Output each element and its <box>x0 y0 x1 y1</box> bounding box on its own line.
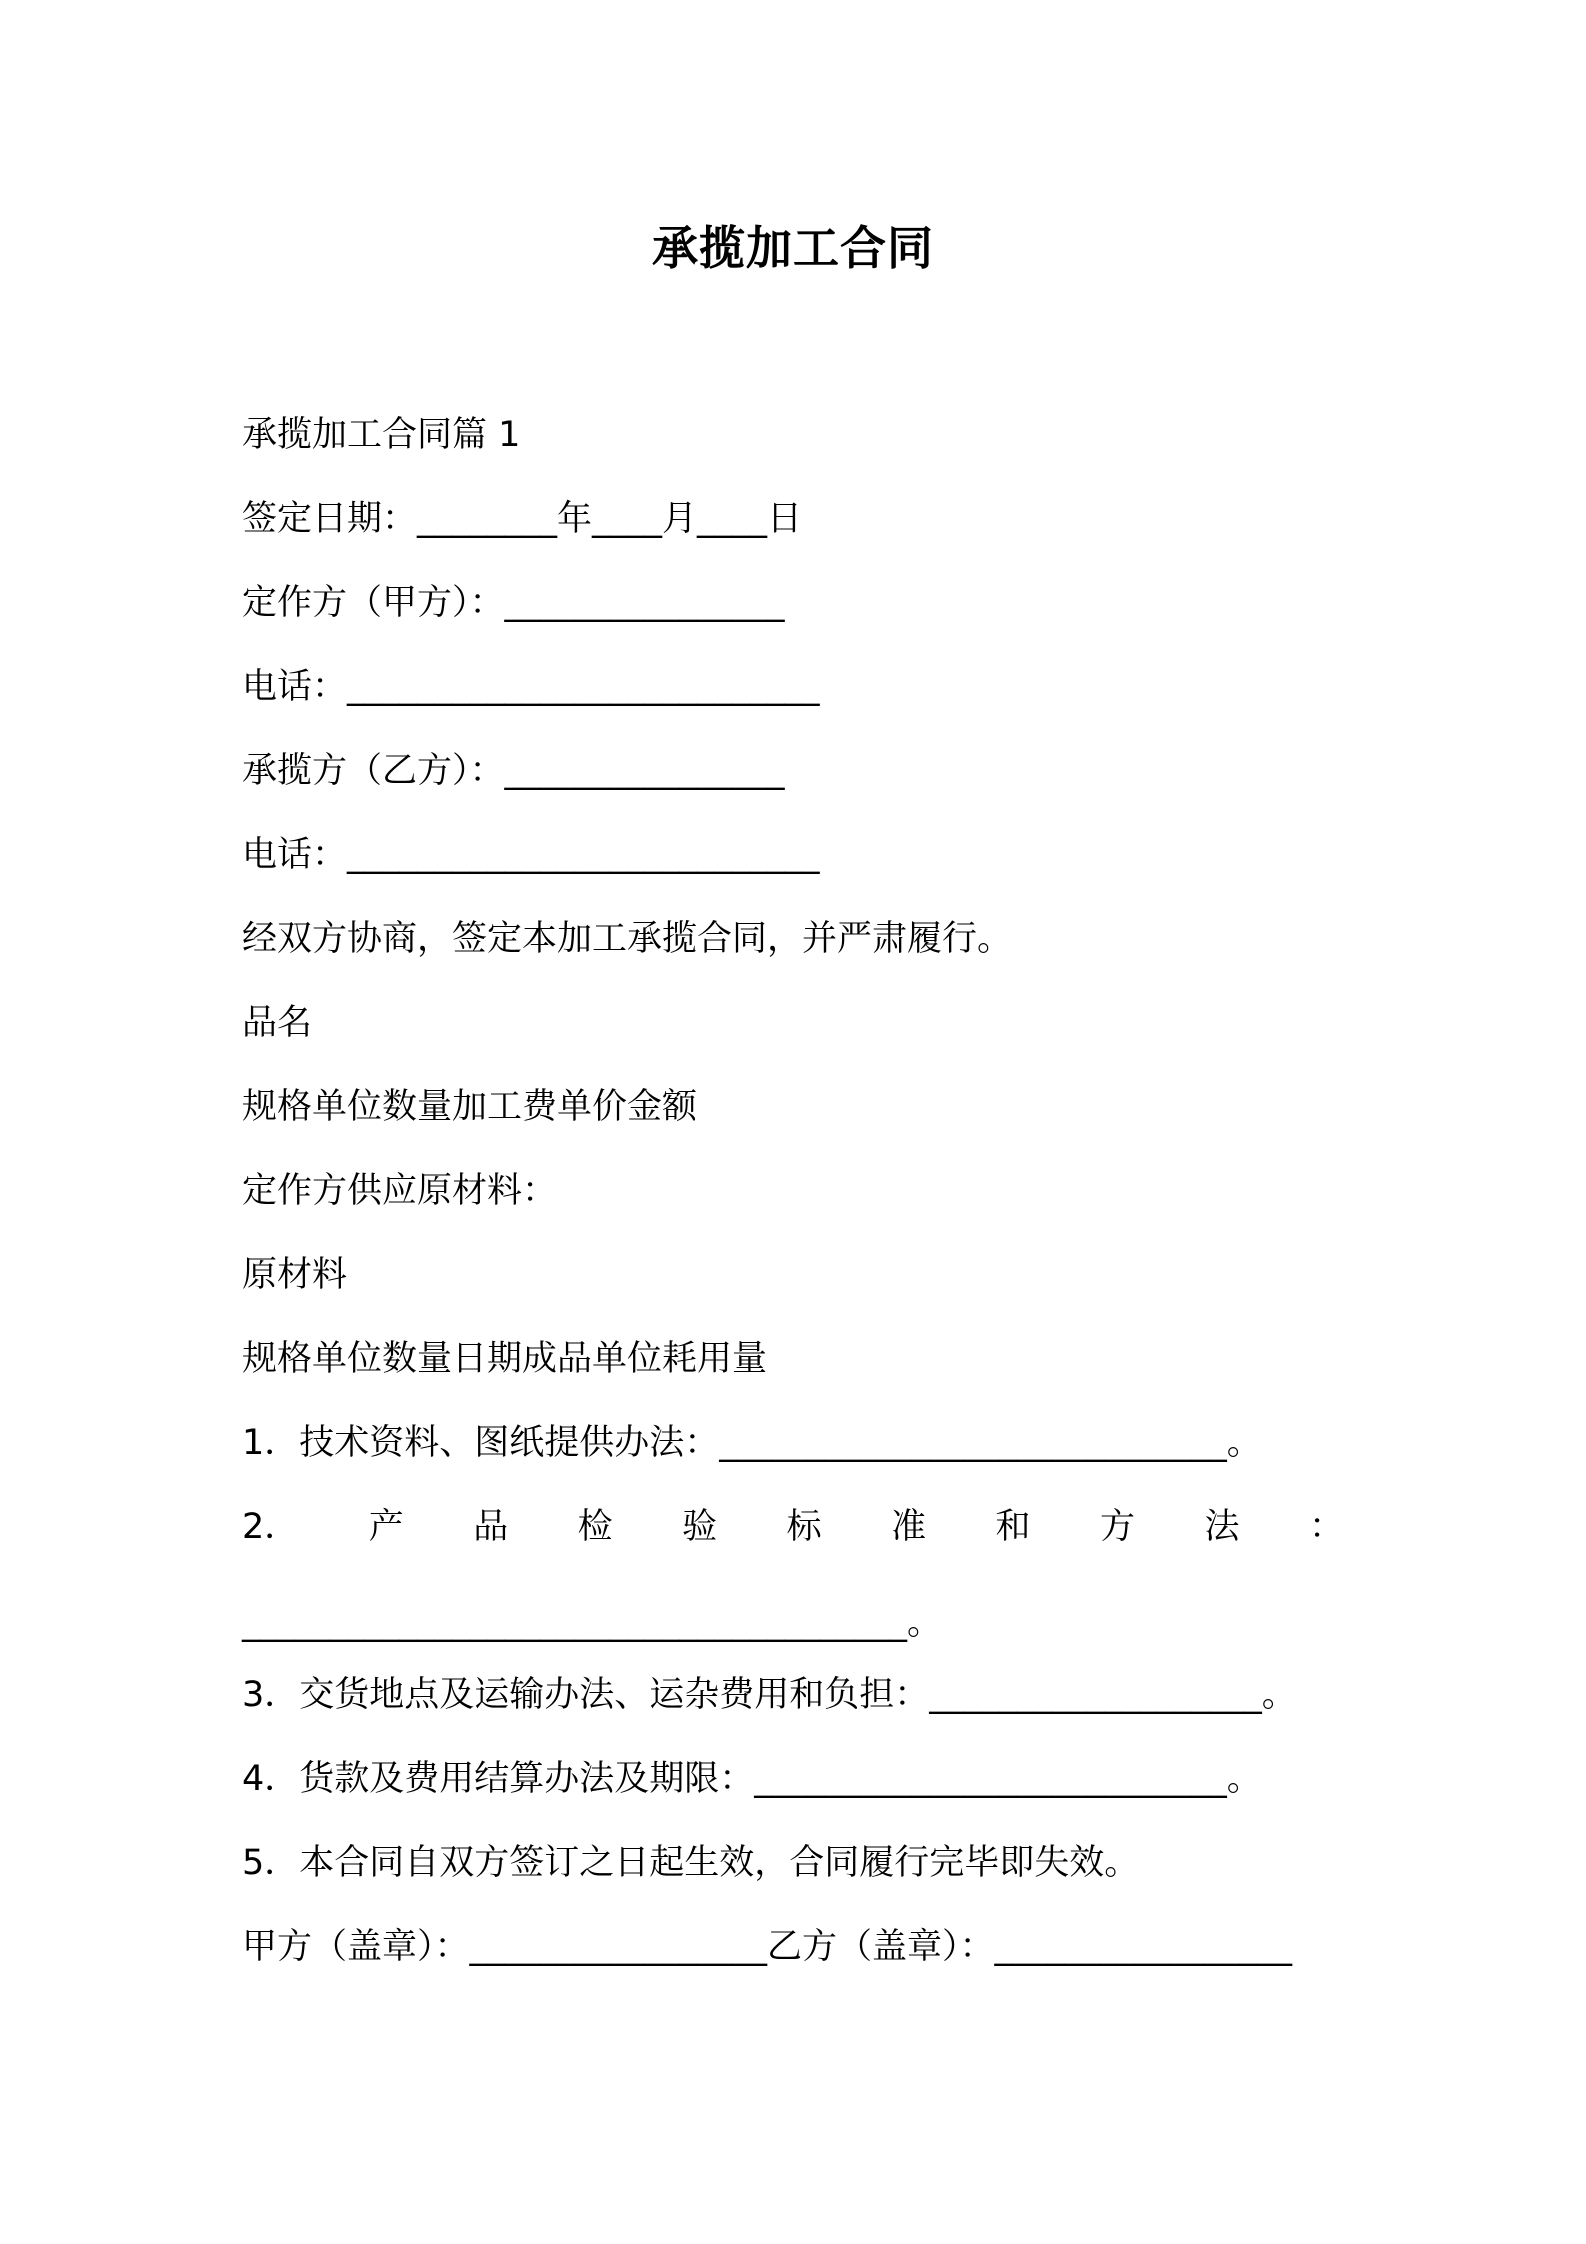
clause-2-char: 验 <box>682 1507 718 1547</box>
page-title: 承揽加工合同 <box>652 221 934 275</box>
clause-2-char: 标 <box>786 1507 822 1547</box>
clause-2-char: 和 <box>995 1507 1031 1547</box>
materials-supply-label: 定作方供应原材料： <box>242 1171 558 1211</box>
party-a-phone-line: 电话：___________________________ <box>242 667 820 707</box>
material-columns-line: 规格单位数量日期成品单位耗用量 <box>242 1339 768 1379</box>
clause-2-char: 准 <box>891 1507 927 1547</box>
clause-2 <box>242 1505 1344 1549</box>
section-heading: 承揽加工合同篇 1 <box>242 415 521 455</box>
signature-line: 甲方（盖章）：_________________乙方（盖章）：_________________ <box>242 1927 1293 1967</box>
clause-2-blank: ______________________________________。 <box>242 1603 943 1643</box>
agreement-intro: 经双方协商，签定本加工承揽合同，并严肃履行。 <box>242 919 1013 959</box>
clause-3: 3．交货地点及运输办法、运杂费用和负担：___________________。 <box>242 1675 1297 1715</box>
clause-2-char: 检 <box>577 1507 613 1547</box>
clause-2-char: 品 <box>473 1507 509 1547</box>
signing-date-line: 签定日期：________年____月____日 <box>242 499 803 539</box>
clause-1: 1．技术资料、图纸提供办法：_____________________________。 <box>242 1423 1262 1463</box>
party-b-line: 承揽方（乙方）：________________ <box>242 751 785 791</box>
clause-5: 5．本合同自双方签订之日起生效，合同履行完毕即失效。 <box>242 1843 1140 1883</box>
clause-2-char: 法 <box>1204 1507 1240 1547</box>
product-name-label: 品名 <box>242 1003 313 1043</box>
raw-material-label: 原材料 <box>242 1255 348 1295</box>
clause-4: 4．货款及费用结算办法及期限：___________________________。 <box>242 1759 1262 1799</box>
clause-2-char: 产 <box>368 1507 404 1547</box>
clause-2-char: 方 <box>1100 1507 1136 1547</box>
party-a-line: 定作方（甲方）：________________ <box>242 583 785 623</box>
clause-2-char: ： <box>1308 1507 1344 1547</box>
party-b-phone-line: 电话：___________________________ <box>242 835 820 875</box>
product-columns-line: 规格单位数量加工费单价金额 <box>242 1087 698 1127</box>
clause-2-char: 2． <box>242 1507 300 1547</box>
